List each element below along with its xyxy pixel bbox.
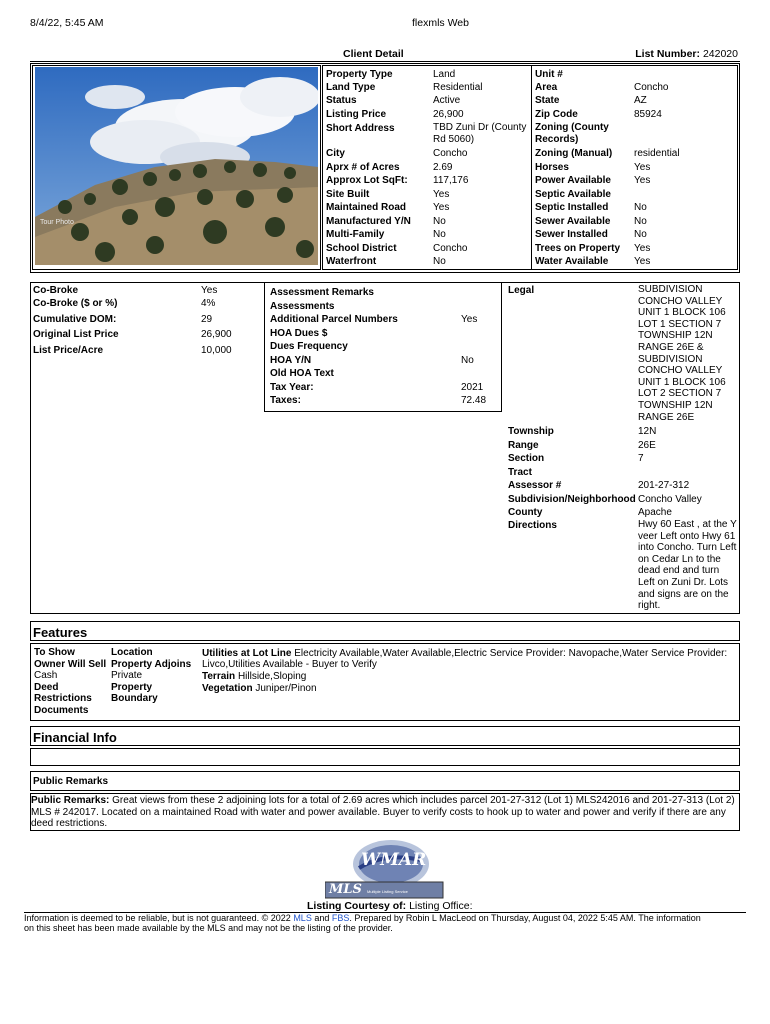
legal-line: SUBDIVISION (638, 284, 703, 295)
broker-field-value: Yes (201, 285, 218, 296)
feature-label: Restrictions (34, 693, 92, 704)
assessment-field-label: Assessment Remarks (270, 287, 374, 298)
broker-field-label: List Price/Acre (33, 345, 104, 356)
assessment-field-value: No (461, 354, 474, 366)
directions-line: veer Left onto Hwy 61 (638, 530, 736, 542)
property-field-value: No (433, 216, 446, 227)
disclaimer (24, 913, 754, 933)
property-field-label: Status (326, 95, 357, 106)
feature-value: Private (111, 670, 143, 681)
property-field-value: No (433, 256, 446, 267)
property-field-label: Approx Lot SqFt: (326, 175, 408, 186)
disclaimer-and: and (311, 913, 332, 923)
property-field-label: School District (326, 243, 397, 254)
assessment-field-label: HOA Dues $ (270, 327, 328, 339)
legal-field-value: Apache (638, 507, 672, 518)
assessment-field-label: Tax Year: (270, 381, 314, 393)
unit-field-label: Zoning (Manual) (535, 148, 613, 159)
unit-field-value: No (634, 202, 647, 213)
directions-line: right. (638, 600, 661, 612)
unit-field-value: Concho (634, 82, 669, 93)
property-field-label: Manufactured Y/N (326, 216, 411, 227)
feature-label: Property Adjoins (111, 658, 192, 670)
property-field-value: 26,900 (433, 109, 464, 120)
public-remarks-header (30, 771, 740, 791)
landscape-image (35, 67, 318, 265)
legal-line: LOT 2 SECTION 7 (638, 388, 722, 400)
legal-line: SUBDIVISION (638, 353, 703, 365)
assessment-field-value: Yes (461, 314, 478, 325)
broker-field-label: Cumulative DOM: (33, 314, 117, 325)
list-number-label: List Number: (635, 48, 701, 60)
fbs-link[interactable]: FBS (331, 913, 350, 923)
feature-label: Documents (34, 704, 89, 716)
photo-watermark: Tour Photo (40, 219, 74, 226)
assessment-field-label: Additional Parcel Numbers (270, 314, 398, 325)
broker-field-value: 4% (201, 298, 216, 309)
directions-line: and signs are on the (638, 588, 729, 600)
unit-field-label: Zip Code (535, 109, 578, 120)
unit-field-label: Unit # (535, 69, 563, 80)
legal-line: UNIT 1 BLOCK 106 (638, 307, 726, 319)
unit-field-label: Area (535, 82, 558, 93)
assessment-field-label: Old HOA Text (270, 368, 334, 379)
vegetation-line (202, 682, 317, 696)
legal-field-label: Township (508, 426, 554, 437)
vegetation-label: Vegetation (202, 683, 253, 694)
unit-field-label: Septic Installed (535, 202, 609, 213)
legal-field-label: Tract (508, 466, 532, 478)
unit-field-value: Yes (634, 162, 651, 173)
property-field-label: Aprx # of Acres (326, 162, 400, 173)
unit-field-label: Trees on Property (535, 243, 621, 254)
legal-field-label: Assessor # (508, 480, 562, 491)
legal-field-value: 12N (638, 426, 657, 437)
legal-line: CONCHO VALLEY (638, 365, 723, 377)
legal-line: RANGE 26E & (638, 342, 704, 353)
property-field-label: Land Type (326, 82, 376, 93)
title-rule (30, 61, 740, 62)
property-field-value: No (433, 229, 446, 240)
directions-line: Left on Zuni Dr. Lots (638, 577, 729, 588)
unit-field-label: Power Available (535, 175, 611, 186)
legal-line: UNIT 1 BLOCK 106 (638, 376, 726, 388)
legal-field-value: 7 (638, 453, 644, 464)
unit-field-value: No (634, 229, 647, 240)
utilities-label: Utilities at Lot Line (202, 648, 292, 659)
logo-sub-text: Multiple Listing Service (367, 889, 408, 894)
property-field-value: 117,176 (433, 175, 469, 186)
property-field-value: TBD Zuni Dr (County Rd 5060) (433, 122, 527, 145)
property-field-label: Site Built (326, 189, 370, 200)
public-remarks-value: Great views from these 2 adjoining lots for a total of 2.69 acres which includes parcel 201-27-312 (Lot 1) MLS242016 and 201-27-313 (Lot 2) MLS # 242017. Located on a maintained Road with water and power available. Buyer to verify costs to hook up to water and power and verify if there are any deed restrictions. (31, 795, 735, 829)
terrain-label: Terrain (202, 671, 236, 682)
legal-field-value: Concho Valley (638, 493, 702, 505)
listing-courtesy (307, 900, 473, 912)
property-field-value: Residential (433, 82, 483, 93)
property-field-value: Concho (433, 148, 468, 159)
broker-field-label: Original List Price (33, 329, 119, 340)
legal-line: CONCHO VALLEY (638, 295, 723, 307)
vegetation-value: Juniper/Pinon (255, 683, 317, 694)
unit-field-label: Sewer Installed (535, 229, 608, 240)
feature-label: Boundary (111, 693, 158, 704)
unit-field-value: 85924 (634, 109, 662, 120)
public-remarks-label: Public Remarks: (31, 795, 110, 806)
broker-field-value: 10,000 (201, 345, 232, 356)
directions-line: on Cedar Ln to the (638, 553, 721, 565)
terrain-value: Hillside,Sloping (237, 671, 307, 682)
directions-line: into Concho. Turn Left (638, 542, 737, 554)
legal-field-label: Subdivision/Neighborhood (508, 493, 636, 505)
property-photo (35, 67, 318, 265)
print-site-name: flexmls Web (412, 17, 469, 29)
print-datetime: 8/4/22, 5:45 AM (30, 17, 104, 29)
property-field-value: Concho (433, 243, 468, 254)
property-field-value: 2.69 (433, 162, 453, 173)
financial-title: Financial Info (33, 730, 117, 745)
feature-label: Location (111, 647, 153, 658)
disclaimer-text-1: Information is deemed to be reliable, but is not guaranteed. © 2022 (24, 913, 294, 923)
unit-field-label: Horses (535, 162, 569, 173)
features-header (30, 621, 740, 641)
unit-field-label: Zoning (County Records) (535, 122, 609, 145)
property-field-label: Waterfront (326, 256, 377, 267)
unit-field-value: residential (634, 148, 680, 159)
utilities-line-2: Livco,Utilities Available - Buyer to Verify (202, 659, 377, 670)
assessment-field-value: 72.48 (461, 395, 487, 406)
unit-field-label: Sewer Available (535, 216, 611, 227)
client-detail-title: Client Detail (343, 48, 404, 60)
feature-label: Owner Will Sell (34, 658, 107, 670)
features-title: Features (33, 625, 88, 640)
property-field-label: Property Type (326, 69, 393, 80)
broker-field-label: Co-Broke ($ or %) (33, 298, 118, 309)
unit-field-value: Yes (634, 256, 651, 267)
property-field-label: Short Address (326, 123, 395, 134)
property-divider (531, 65, 532, 270)
wmar-mls-logo (325, 838, 447, 900)
legal-label: Legal (508, 285, 535, 296)
directions-line: dead end and turn (638, 565, 720, 577)
unit-field-value: AZ (634, 95, 647, 106)
unit-field-value: No (634, 216, 647, 227)
property-field-label: Listing Price (326, 109, 387, 120)
financial-body (30, 748, 740, 766)
list-number-value: 242020 (702, 48, 738, 60)
feature-value: Cash (34, 670, 58, 681)
feature-label: To Show (34, 647, 75, 658)
property-field-label: Multi-Family (326, 229, 385, 240)
utilities-value-1: Electricity Available,Water Available,Electric Service Provider: Navopache,Water Service Provider: (294, 648, 728, 659)
legal-field-label: Section (508, 453, 545, 464)
directions-line: Hwy 60 East , at the Y (638, 519, 737, 530)
mls-link[interactable]: MLS (293, 913, 312, 923)
legal-field-value: 201-27-312 (638, 480, 690, 491)
assessment-field-value: 2021 (461, 381, 484, 393)
broker-field-label: Co-Broke (33, 285, 79, 296)
broker-field-value: 29 (201, 314, 213, 325)
legal-line: TOWNSHIP 12N (638, 400, 713, 411)
disclaimer-text-3: on this sheet has been made available by the MLS and may not be the listing of the provider. (24, 923, 393, 933)
public-remarks-title: Public Remarks (33, 776, 109, 787)
legal-field-label: Range (508, 439, 539, 451)
property-field-label: City (326, 148, 345, 159)
property-field-value: Land (433, 69, 456, 80)
directions-label: Directions (508, 520, 557, 531)
unit-field-label: State (535, 95, 560, 106)
courtesy-value: Listing Office: (409, 900, 473, 912)
assessment-field-label: Assessments (270, 300, 335, 312)
assessment-field-label: Taxes: (270, 395, 301, 406)
logo-mls-text: MLS (329, 882, 362, 897)
unit-field-value: Yes (634, 243, 651, 254)
property-field-label: Maintained Road (326, 202, 407, 213)
unit-field-label: Water Available (535, 256, 609, 267)
broker-field-value: 26,900 (201, 329, 232, 340)
logo-wmar-text: WMAR (361, 850, 427, 870)
property-field-value: Active (433, 95, 461, 106)
property-field-value: Yes (433, 189, 450, 200)
unit-field-value: Yes (634, 175, 651, 186)
unit-field-label: Septic Available (535, 189, 611, 200)
legal-field-value: 26E (638, 439, 656, 451)
financial-header (30, 726, 740, 746)
feature-label: Property (111, 681, 153, 693)
list-number (635, 48, 738, 60)
disclaimer-text-2: . Prepared by Robin L MacLeod on Thursday, August 04, 2022 5:45 AM. The information (349, 913, 701, 923)
assessment-field-label: Dues Frequency (270, 341, 348, 352)
legal-line: TOWNSHIP 12N (638, 330, 713, 342)
legal-line: LOT 1 SECTION 7 (638, 318, 722, 330)
legal-line: RANGE 26E (638, 411, 695, 423)
legal-field-label: County (508, 507, 543, 518)
assessment-field-label: HOA Y/N (270, 354, 312, 366)
courtesy-label: Listing Courtesy of: (307, 900, 407, 912)
public-remarks-text (31, 795, 737, 830)
feature-label: Deed (34, 681, 59, 693)
property-field-value: Yes (433, 202, 450, 213)
